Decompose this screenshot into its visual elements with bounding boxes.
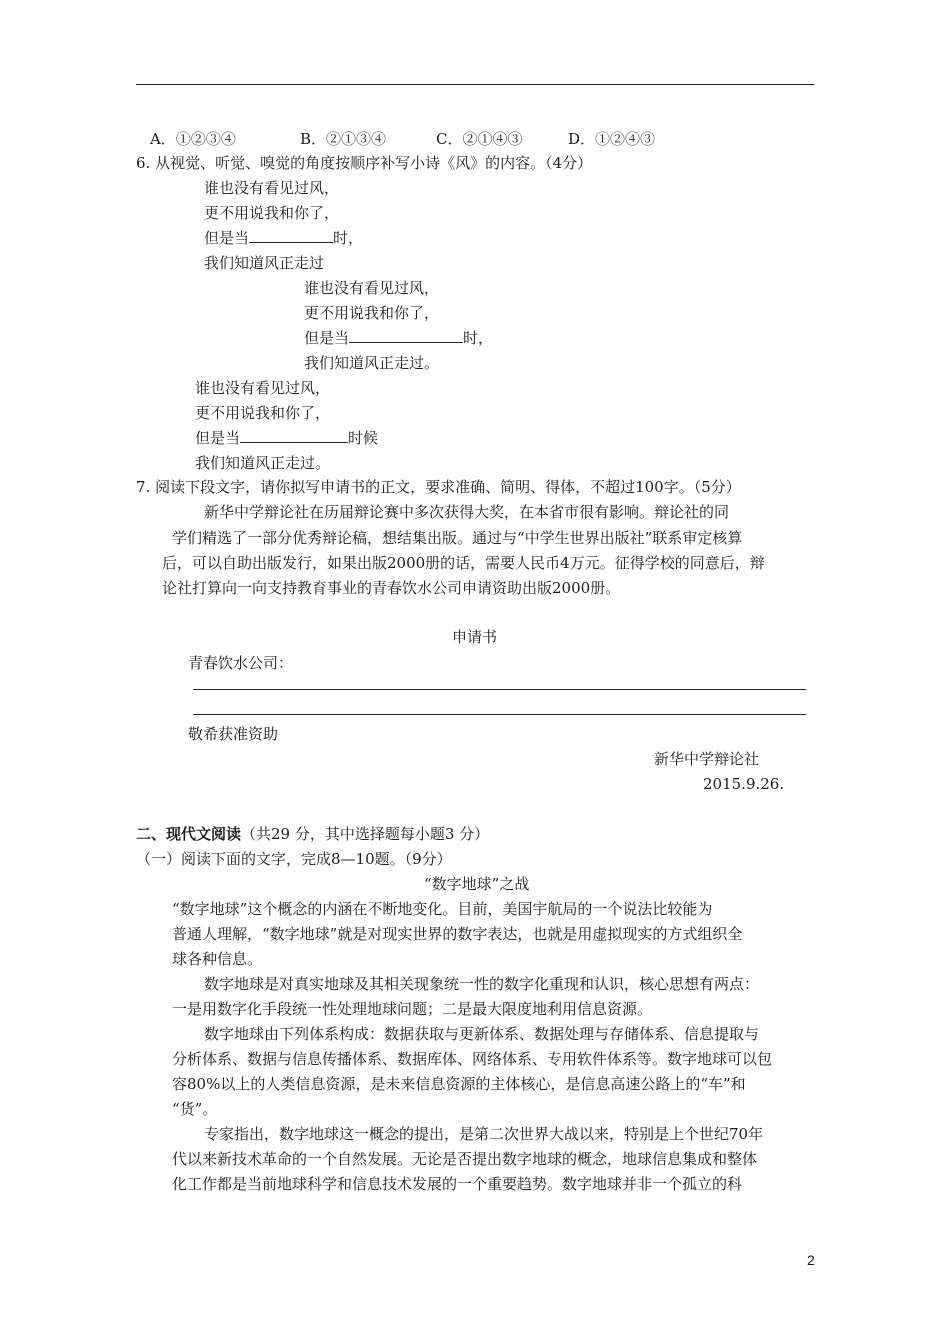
letter-closing: 敬希获准资助 xyxy=(188,725,279,743)
q6-prompt: 6. 从视觉、听觉、嗅觉的角度按顺序补写小诗《风》的内容。（4分） xyxy=(136,154,593,172)
poem-fill-line xyxy=(304,326,493,350)
q7-passage-line: 后，可以自助出版发行，如果出版2000册的话，需要人民币4万元。征得学校的同意后，辩 xyxy=(162,554,765,572)
poem-text: 但是当 xyxy=(204,229,250,247)
article-line: 化工作都是当前地球科学和信息技术发展的一个重要趋势。数字地球并非一个孤立的科 xyxy=(172,1175,743,1193)
q7-passage-line: 学们精选了一部分优秀辩论稿，想结集出版。通过与“中学生世界出版社”联系审定核算 xyxy=(172,529,743,547)
poem-text: 时候 xyxy=(348,429,379,447)
poem-text: 但是当 xyxy=(195,429,241,447)
poem-line: 更不用说我和你了， xyxy=(304,304,440,322)
answer-writing-line[interactable] xyxy=(193,689,806,690)
article-line: 数字地球由下列体系构成：数据获取与更新体系、数据处理与存储体系、信息提取与 xyxy=(204,1025,760,1043)
poem-text: 时， xyxy=(333,229,364,247)
article-line: 数字地球是对真实地球及其相关现象统一性的数字化重现和认识，核心思想有两点： xyxy=(204,975,760,993)
q7-passage-line: 新华中学辩论社在历届辩论赛中多次获得大奖，在本省市很有影响。辩论社的同 xyxy=(204,503,730,521)
answer-blank-3[interactable] xyxy=(240,426,348,443)
article-line: 一是用数字化手段统一性处理地球问题；二是最大限度地利用信息资源。 xyxy=(172,1000,653,1018)
section-note: （共29 分，其中选择题每小题3 分） xyxy=(241,825,490,843)
q7-passage-line: 论社打算向一向支持教育事业的青春饮水公司申请资助出版2000册。 xyxy=(162,579,621,597)
option-a: A．①②③④ xyxy=(150,130,236,148)
option-d: D．①②④③ xyxy=(568,130,656,148)
poem-line: 谁也没有看见过风， xyxy=(195,379,331,397)
poem-fill-line xyxy=(204,226,363,250)
article-line: “货”。 xyxy=(172,1100,218,1118)
poem-line: 更不用说我和你了， xyxy=(195,404,331,422)
poem-fill-line xyxy=(195,426,378,450)
article-title: “数字地球”之战 xyxy=(424,875,530,893)
poem-line: 谁也没有看见过风， xyxy=(304,279,440,297)
option-c: C．②①④③ xyxy=(436,130,523,148)
article-line: 专家指出，数字地球这一概念的提出，是第二次世界大战以来，特别是上个世纪70年 xyxy=(204,1125,764,1143)
article-line: “数字地球”这个概念的内涵在不断地变化。目前，美国宇航局的一个说法比较能为 xyxy=(172,900,713,918)
header-rule xyxy=(136,84,814,85)
article-line: 球各种信息。 xyxy=(172,950,263,968)
poem-line: 我们知道风正走过 xyxy=(204,254,325,272)
q5-options xyxy=(150,127,655,151)
answer-writing-line[interactable] xyxy=(193,714,806,715)
poem-line: 谁也没有看见过风， xyxy=(204,179,340,197)
letter-date: 2015.9.26. xyxy=(703,775,785,793)
letter-signature: 新华中学辩论社 xyxy=(654,750,760,768)
article-line: 容80%以上的人类信息资源，是未来信息资源的主体核心，是信息高速公路上的“车”和 xyxy=(172,1075,746,1093)
poem-text: 但是当 xyxy=(304,329,350,347)
option-b: B．②①③④ xyxy=(300,130,387,148)
answer-blank-2[interactable] xyxy=(349,326,463,343)
poem-line: 更不用说我和你了， xyxy=(204,204,340,222)
subsection-heading: （一）阅读下面的文字，完成8—10题。（9分） xyxy=(136,850,452,868)
answer-blank-1[interactable] xyxy=(249,226,333,243)
section-title: 二、现代文阅读 xyxy=(136,825,242,843)
poem-line: 我们知道风正走过。 xyxy=(195,454,331,472)
section-heading xyxy=(136,822,489,846)
poem-text: 时， xyxy=(463,329,494,347)
q7-prompt: 7. 阅读下段文字，请你拟写申请书的正文，要求准确、简明、得体，不超过100字。（5分） xyxy=(136,478,741,496)
poem-line: 我们知道风正走过。 xyxy=(304,354,440,372)
article-line: 普通人理解，“数字地球”就是对现实世界的数字表达，也就是用虚拟现实的方式组织全 xyxy=(172,925,743,943)
article-line: 代以来新技术革命的一个自然发展。无论是否提出数字地球的概念，地球信息集成和整体 xyxy=(172,1150,758,1168)
article-line: 分析体系、数据与信息传播体系、数据库体、网络体系、专用软件体系等。数字地球可以包 xyxy=(172,1050,773,1068)
letter-salutation: 青春饮水公司： xyxy=(188,654,294,672)
page-number: 2 xyxy=(807,1252,815,1268)
letter-title: 申请书 xyxy=(452,628,498,646)
